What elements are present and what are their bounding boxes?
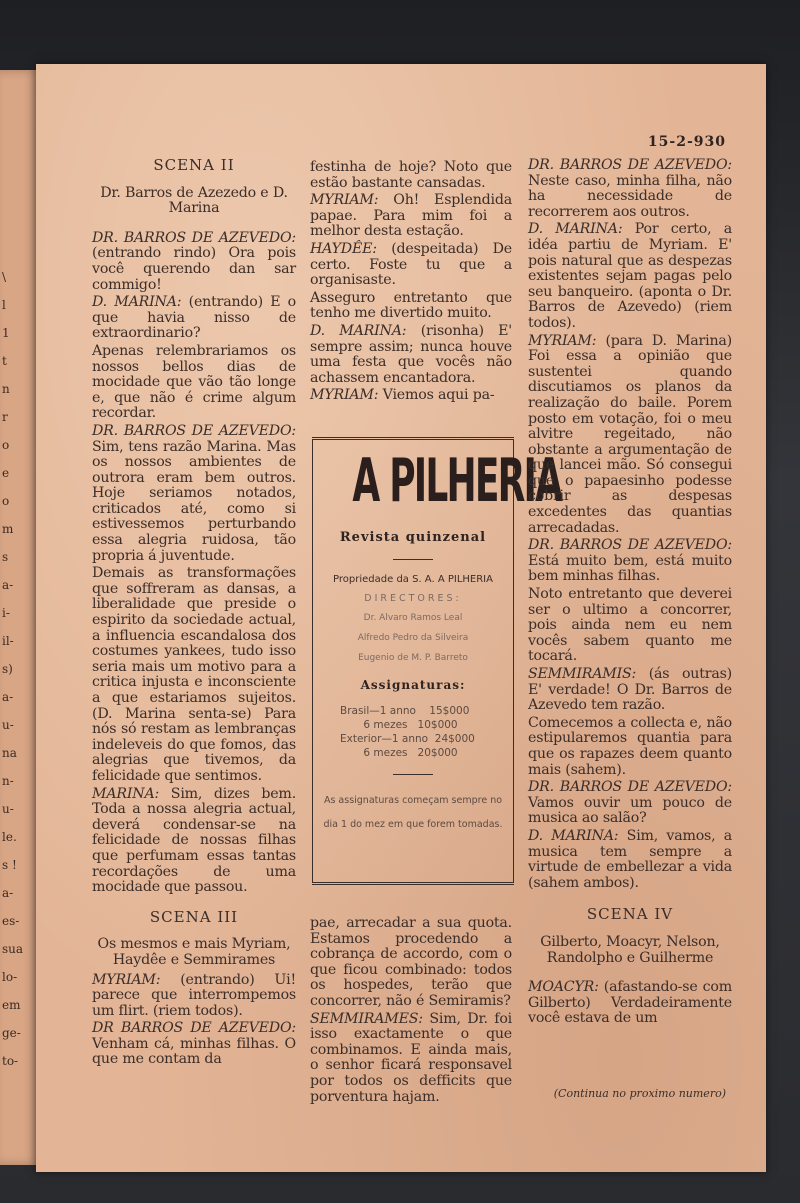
left-page-fragment: i- <box>2 606 10 620</box>
dialogue-paragraph <box>92 1021 296 1068</box>
speaker-name: DR. BARROS DE AZEVEDO: <box>528 779 732 796</box>
scene-4-title: SCENA IV <box>586 905 674 924</box>
left-page-fragment: sua <box>2 942 24 956</box>
continued-note: (Continua no proximo numero) <box>553 1087 726 1100</box>
speaker-name: MYRIAM: <box>310 192 379 209</box>
left-page-fragment: lo- <box>2 970 18 984</box>
ad-owner: Propriedade da S. A. A PILHERIA <box>333 574 493 585</box>
dialogue-text: Sim, tens razão Marina. Mas os nossos ambientes de outrora eram bem outros. Hoje seriamos notados, criticados até, como si estivessemos perturbando essa alegria ruidosa, tão propria á juventude. <box>92 438 296 564</box>
speaker-name: MARINA: <box>92 785 160 802</box>
left-page-fragment: m <box>2 522 14 536</box>
dialogue-text: Viemos aqui pa- <box>382 387 495 404</box>
dialogue-paragraph <box>528 780 732 827</box>
ad-directors-list <box>312 608 514 668</box>
speaker-name: DR BARROS DE AZEVEDO: <box>92 1020 296 1037</box>
dialogue-paragraph <box>528 829 732 891</box>
dialogue-text: (entrando) E o que havia nisso de extraordinario? <box>92 294 296 342</box>
left-page-fragment: l <box>2 298 6 312</box>
ad-divider <box>393 774 433 775</box>
left-page-fragment: u- <box>2 718 14 732</box>
column-1 <box>92 158 296 1070</box>
left-page-fragment: ge- <box>2 1026 21 1040</box>
scene-4-dialogue <box>528 980 732 1027</box>
left-page-fragment: o <box>2 438 10 452</box>
dialogue-text: Por certo, a idéa partiu de Myriam. E' pois natural que as despezas existentes sejam pagas pelo seu banqueiro. (aponta o Dr. Barros de Azevedo) (riem todos). <box>528 221 733 331</box>
column-3 <box>528 158 732 1029</box>
scene-2-dialogue <box>92 231 296 896</box>
dialogue-paragraph <box>92 566 296 784</box>
speaker-name: MYRIAM: <box>92 971 161 988</box>
column-2-top <box>310 160 512 406</box>
dialogue-text: (despeitada) De certo. Foste tu que a organisaste. <box>310 240 512 289</box>
left-page-fragment: r <box>2 410 8 424</box>
dialogue-text: Comecemos a collecta e, não estipularemos quantia para que os rapazes deem quanto mais (sahem). <box>528 714 732 778</box>
dialogue-paragraph <box>310 324 512 386</box>
left-page-fragment: t <box>2 354 7 368</box>
dialogue-text: Asseguro entretanto que tenho me divertido muito. <box>310 289 512 322</box>
speaker-name: MYRIAM: <box>528 332 597 349</box>
dialogue-text: festinha de hoje? Noto que estão bastante cansadas. <box>310 159 512 191</box>
speaker-name: MOACYR: <box>528 979 599 996</box>
speaker-name: D. MARINA: <box>528 827 619 844</box>
dialogue-paragraph <box>92 787 296 896</box>
column-3-dialogue <box>528 158 732 891</box>
magazine-page <box>36 64 766 1172</box>
dialogue-paragraph <box>528 587 732 665</box>
dialogue-text: (afastando-se com Gilberto) Verdadeiramente você estava de um <box>528 979 732 1027</box>
dialogue-text: (ás outras) E' verdade! O Dr. Barros de Azevedo tem razão. <box>528 666 732 714</box>
left-page-fragment: a- <box>2 886 14 900</box>
speaker-name: SEMMIRAMIS: <box>528 666 637 682</box>
speaker-name: D. MARINA: <box>528 221 623 238</box>
speaker-name: MYRIAM: <box>310 387 379 404</box>
ad-director: Alfredo Pedro da Silveira <box>357 633 469 643</box>
speaker-name: D. MARINA: <box>310 322 407 339</box>
dialogue-paragraph <box>92 973 296 1020</box>
dialogue-paragraph <box>92 295 296 342</box>
ad-subtitle: Revista quinzenal <box>339 530 487 545</box>
dialogue-paragraph <box>528 980 732 1027</box>
left-page-fragment: 1 <box>2 326 10 340</box>
dialogue-paragraph <box>92 424 296 564</box>
dialogue-text: Demais as transformações que soffreram as dansas, a liberalidade que preside o espirito da sociedade actual, a influencia escandalosa dos costumes yankees, tudo isso seria mais um motivo para a critica injusta e inconsciente a que estariamos sujeitos. (D. Marina senta-se) Para nós só restam as lembranças indeleveis do que fomos, das alegrias que tivemos, da felicidade que sentimos. <box>92 565 296 784</box>
left-page-fragment: e <box>2 466 10 480</box>
left-page-fragment: s) <box>2 662 13 676</box>
left-page-fragment: na <box>2 746 17 760</box>
dialogue-paragraph <box>92 344 296 422</box>
dialogue-text: Vamos ouvir um pouco de musica ao salão? <box>528 794 732 827</box>
ad-border-left <box>312 440 313 882</box>
page-date: 15-2-930 <box>647 134 726 150</box>
ad-subscriptions-label: Assignaturas: <box>360 678 466 692</box>
dialogue-paragraph <box>528 538 732 585</box>
speaker-name: DR. BARROS DE AZEVEDO: <box>528 537 732 554</box>
scene-2-intro: Dr. Barros de Azezedo e D. Marina <box>100 184 288 217</box>
scene-2-title: SCENA II <box>153 156 235 174</box>
scene-3-intro: Os mesmos e mais Myriam, Haydêe e Semmirames <box>97 936 291 968</box>
dialogue-paragraph <box>310 193 512 240</box>
dialogue-paragraph <box>310 242 512 289</box>
ad-price-list <box>340 704 514 760</box>
dialogue-paragraph <box>528 222 732 331</box>
left-page-fragment: le. <box>2 830 17 844</box>
scene-4-intro: Gilberto, Moacyr, Nelson, Randolpho e Guilherme <box>540 933 720 966</box>
column-2-dialogue-continued <box>310 916 512 1105</box>
left-page-fragment: o <box>2 494 10 508</box>
ad-director: Eugenio de M. P. Barreto <box>358 653 468 663</box>
dialogue-text: Sim, dizes bem. Toda a nossa alegria actual, deverá condensar-se na felicidade de nossas filhas que perfumam essas tantas recordações de uma mocidade que passou. <box>92 785 296 896</box>
dialogue-paragraph <box>528 716 732 778</box>
left-page-fragment: n <box>2 382 10 396</box>
left-page-fragment: n- <box>2 774 14 788</box>
ad-price-row: 6 mezes 20$000 <box>340 747 458 759</box>
speaker-name: HAYDÊE: <box>310 240 377 257</box>
adjacent-page-edge <box>0 70 40 1165</box>
ad-divider <box>393 559 433 560</box>
dialogue-text: (entrando rindo) Ora pois você querendo dan sar commigo! <box>92 245 296 293</box>
speaker-name: SEMMIRAMES: <box>310 1010 423 1027</box>
dialogue-text: Noto entretanto que deverei ser o ultimo a concorrer, pois ainda nem eu nem vocês sabem quanto me tocará. <box>528 586 732 665</box>
ad-directors-label: DIRECTORES: <box>364 593 462 604</box>
left-page-fragment: em <box>2 998 21 1012</box>
column-2-bottom <box>310 916 512 1107</box>
dialogue-paragraph <box>310 291 512 322</box>
dialogue-paragraph <box>310 160 512 191</box>
speaker-name: DR. BARROS DE AZEVEDO: <box>92 229 296 246</box>
ad-price-row: Exterior—1 anno 24$000 <box>340 733 475 745</box>
dialogue-text: Está muito bem, está muito bem minhas filhas. <box>528 552 732 585</box>
left-page-fragment: s ! <box>2 858 17 872</box>
dialogue-text: (para D. Marina) Foi essa a opinião que sustentei quando discutiamos os planos da realização do baile. Porem posto em votação, foi o meu alvitre regeitado, não obstante a argumentação de que lancei mão. Só consegui que o papaesinho podesse cobrir as despesas excedentes das quantias arrecadadas. <box>528 332 732 536</box>
speaker-name: DR. BARROS DE AZEVEDO: <box>92 422 296 439</box>
scene-3-dialogue <box>92 973 296 1069</box>
left-page-fragment: to- <box>2 1054 19 1068</box>
dialogue-text: Venham cá, minhas filhas. O que me contam da <box>92 1035 296 1068</box>
speaker-name: D. MARINA: <box>92 294 182 311</box>
dialogue-paragraph <box>528 158 732 220</box>
dialogue-text: Oh! Esplendida papae. Para mim foi a melhor desta estação. <box>310 192 512 240</box>
dialogue-text: Sim, vamos, a musica tem sempre a virtude de embellezar a vida (sahem ambos). <box>528 827 732 891</box>
dialogue-text: Sim, Dr. foi isso exactamente o que combinamos. E ainda mais, o senhor ficará responsavel por todos os defficits que porventura hajam. <box>310 1010 513 1105</box>
ad-price-row: Brasil—1 anno 15$000 <box>340 705 470 717</box>
dialogue-paragraph <box>310 1012 512 1106</box>
pilheria-advertisement <box>312 437 562 885</box>
ad-director: Dr. Alvaro Ramos Leal <box>363 613 463 623</box>
left-page-fragment: es- <box>2 914 20 928</box>
scene-3-title: SCENA III <box>149 907 239 926</box>
left-page-fragment: u- <box>2 802 14 816</box>
left-page-fragment: il- <box>2 634 14 648</box>
dialogue-text: Neste caso, minha filha, não ha necessidade de recorrerem aos outros. <box>528 172 732 220</box>
dialogue-text: (entrando) Ui! parece que interrompemos um flirt. (riem todos). <box>92 971 296 1019</box>
left-page-fragment: a- <box>2 690 14 704</box>
left-page-fragment: \ <box>2 270 7 284</box>
dialogue-paragraph <box>92 231 296 293</box>
dialogue-paragraph <box>528 667 732 714</box>
left-page-fragment: a- <box>2 578 14 592</box>
dialogue-paragraph <box>528 334 732 537</box>
left-page-fragment: s <box>2 550 9 564</box>
dialogue-paragraph <box>310 388 512 404</box>
dialogue-text: Apenas relembrariamos os nossos bellos dias de mocidade que vão tão longe e, que não é crime algum recordar. <box>92 342 296 422</box>
ad-note: As assignaturas começam sempre no dia 1 do mez em que forem tomadas. <box>323 795 503 830</box>
dialogue-text: pae, arrecadar a sua quota. Estamos procedendo a cobrança de accordo, com o que ficou combinado: todos os hospedes, terão que concorrer, não é Semiramis? <box>310 915 512 1009</box>
ad-title: A PILHERIA <box>352 446 562 516</box>
ad-price-row: 6 mezes 10$000 <box>340 719 458 731</box>
dialogue-text: (risonha) E' sempre assim; nunca houve uma festa que vocês não achassem encantadora. <box>310 322 513 386</box>
speaker-name: DR. BARROS DE AZEVEDO: <box>528 157 732 173</box>
dialogue-paragraph <box>310 916 512 1010</box>
column-2-dialogue <box>310 160 512 404</box>
